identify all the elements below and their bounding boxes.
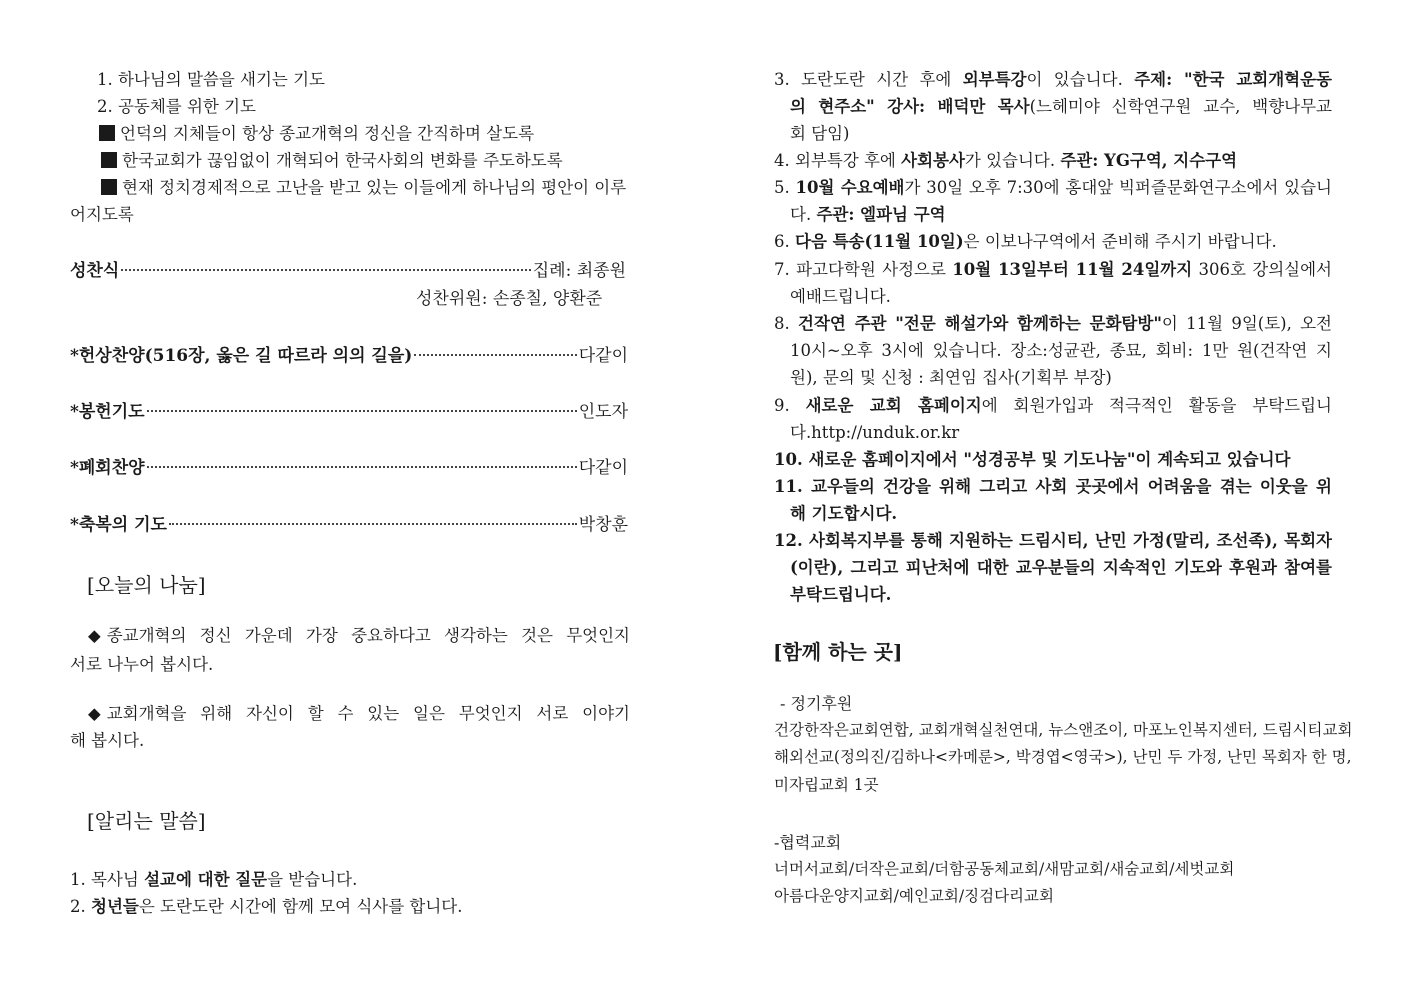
notices-heading: [알리는 말씀] <box>87 809 206 833</box>
homepage-link[interactable]: 다.http://unduk.or.kr <box>790 423 960 442</box>
order-row <box>70 455 628 482</box>
prayer-bullet-1 <box>99 120 534 147</box>
communion-row <box>70 258 626 285</box>
prayer-item-2: 2. 공동체를 위한 기도 <box>97 97 256 116</box>
notice-10: 10. 새로운 홈페이지에서 "성경공부 및 기도나눔"이 계속되고 있습니다 <box>774 450 1291 469</box>
support-list-line: 미자립교회 1곳 <box>774 776 879 794</box>
order-leader-name: 다같이 <box>578 346 628 366</box>
order-row <box>70 399 628 426</box>
communion-title: 성찬식 <box>70 261 120 281</box>
notice-12: 12. 사회복지부를 통해 지원하는 드림시티, 난민 가정(말리, 조선족), 목회자 <box>774 531 1332 550</box>
partner-label: -협력교회 <box>774 833 842 852</box>
sharing-question-2: ◆ 교회개혁을 위해 자신이 할 수 있는 일은 무엇인지 서로 이야기 <box>70 700 630 727</box>
order-title: *폐회찬양 <box>70 458 145 478</box>
sharing-question-2-cont: 해 봅시다. <box>70 731 145 750</box>
partner-list-line: 너머서교회/더작은교회/더함공동체교회/새맘교회/새숨교회/세벗교회 <box>774 860 1235 878</box>
support-list-line: 건강한작은교회연합, 교회개혁실천연대, 뉴스앤조이, 마포노인복지센터, 드림시티교회 <box>774 721 1353 739</box>
notice-7-cont: 예배드립니다. <box>790 287 891 306</box>
dot-leader <box>147 466 577 468</box>
notice-4: 4. 외부특강 후에 사회봉사가 있습니다. 주관: YG구역, 지수구역 <box>774 151 1238 170</box>
dot-leader <box>147 410 577 412</box>
order-title: *축복의 기도 <box>70 515 167 535</box>
sharing-question-1-cont: 서로 나누어 봅시다. <box>70 655 214 674</box>
square-bullet-icon <box>101 179 117 195</box>
diamond-bullet-icon: ◆ <box>88 704 101 723</box>
order-row <box>70 343 628 370</box>
notice-2: 2. 청년들은 도란도란 시간에 함께 모여 식사를 합니다. <box>70 897 463 916</box>
notice-5-cont: 다. 주관: 엘파님 구역 <box>790 205 946 224</box>
sharing-question-1: ◆ 종교개혁의 정신 가운데 가장 중요하다고 생각하는 것은 무엇인지 <box>70 622 630 649</box>
notice-1: 1. 목사님 설교에 대한 질문을 받습니다. <box>70 870 358 889</box>
prayer-bullet-text: 언덕의 지체들이 항상 종교개혁의 정신을 간직하며 살도록 <box>120 124 535 143</box>
dot-leader <box>414 354 576 356</box>
support-list-line: 해외선교(정의진/김하나<카메룬>, 박경엽<영국>), 난민 두 가정, 난민 목회자 한 명, <box>774 748 1352 766</box>
communion-officiant: 집례: 최종원 <box>532 261 626 281</box>
together-heading: [함께 하는 곳] <box>773 640 903 664</box>
notice-12-cont2: 부탁드립니다. <box>790 585 892 604</box>
dot-leader <box>169 523 577 525</box>
notice-3-cont2: 회 담임) <box>790 124 850 143</box>
prayer-bullet-2 <box>101 147 563 174</box>
notice-6: 6. 다음 특송(11월 10일)은 이보나구역에서 준비해 주시기 바랍니다. <box>774 232 1277 251</box>
notice-11-cont: 해 기도합시다. <box>790 504 898 523</box>
notice-5: 5. 10월 수요예배가 30일 오후 7:30에 홍대앞 빅퍼즐문화연구소에서 있습니 <box>774 178 1332 197</box>
square-bullet-icon <box>101 152 117 168</box>
order-title: *봉헌기도 <box>70 402 145 422</box>
prayer-bullet-3-cont: 어지도록 <box>70 205 134 224</box>
diamond-bullet-icon: ◆ <box>88 626 101 645</box>
order-leader-name: 다같이 <box>578 458 628 478</box>
partner-list-line: 아름다운양지교회/예인교회/징검다리교회 <box>774 887 1054 905</box>
prayer-bullet-3 <box>101 174 626 201</box>
prayer-bullet-text: 현재 정치경제적으로 고난을 받고 있는 이들에게 하나님의 평안이 이루 <box>122 178 627 197</box>
communion-committee: 성찬위원: 손종칠, 양환준 <box>416 289 603 309</box>
notice-7: 7. 파고다학원 사정으로 10월 13일부터 11월 24일까지 306호 강의실에서 <box>774 260 1332 279</box>
notice-8: 8. 건작연 주관 "전문 해설가와 함께하는 문화탐방"이 11월 9일(토), 오전 <box>774 314 1332 333</box>
dot-leader <box>121 269 530 271</box>
notice-8-cont: 10시~오후 3시에 있습니다. 장소:성균관, 종묘, 회비: 1만 원(건작연 지 <box>790 341 1332 360</box>
order-title: *헌상찬양(516장, 옳은 길 따르라 의의 길을) <box>70 346 413 366</box>
notice-9: 9. 새로운 교회 홈페이지에 회원가입과 적극적인 활동을 부탁드립니 <box>774 396 1332 415</box>
notice-12-cont: (이란), 그리고 피난처에 대한 교우분들의 지속적인 기도와 후원과 참여를 <box>790 558 1332 577</box>
order-row <box>70 512 628 539</box>
square-bullet-icon <box>99 125 115 141</box>
sharing-heading: [오늘의 나눔] <box>87 573 206 597</box>
prayer-item-1: 1. 하나님의 말씀을 새기는 기도 <box>97 70 325 89</box>
notice-11: 11. 교우들의 건강을 위해 그리고 사회 곳곳에서 어려움을 겪는 이웃을 위 <box>774 477 1332 496</box>
prayer-bullet-text: 한국교회가 끊임없이 개혁되어 한국사회의 변화를 주도하도록 <box>122 151 563 170</box>
order-leader-name: 박창훈 <box>578 515 628 535</box>
notice-8-cont2: 원), 문의 및 신청 : 최연임 집사(기획부 부장) <box>790 368 1112 387</box>
support-label: - 정기후원 <box>780 694 853 713</box>
notice-3-cont: 의 현주소" 강사: 배덕만 목사(느헤미야 신학연구원 교수, 백향나무교 <box>790 97 1332 116</box>
notice-3: 3. 도란도란 시간 후에 외부특강이 있습니다. 주제: "한국 교회개혁운동 <box>774 70 1332 89</box>
order-leader-name: 인도자 <box>578 402 628 422</box>
